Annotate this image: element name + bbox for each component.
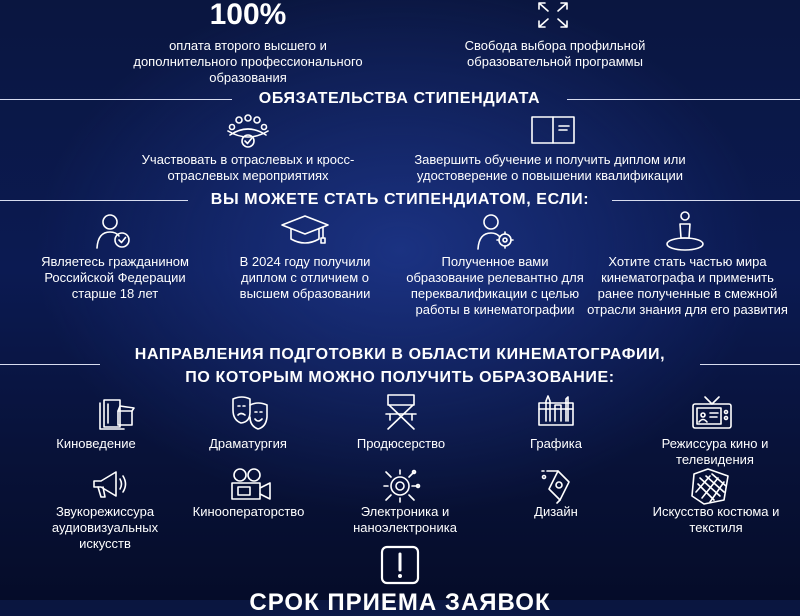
- theater-masks-icon: [230, 394, 270, 432]
- divider: [0, 99, 232, 100]
- eligibility-heading: ВЫ МОЖЕТЕ СТАТЬ СТИПЕНДИАТОМ, ЕСЛИ:: [210, 191, 590, 208]
- circuit-gear-icon: [380, 466, 422, 506]
- directions-heading-line1: НАПРАВЛЕНИЯ ПОДГОТОВКИ В ОБЛАСТИ КИНЕМАТОГРАФИИ,: [134, 346, 666, 363]
- expand-arrows-icon: [536, 0, 570, 30]
- deadline-heading: СРОК ПРИЕМА ЗАЯВОК: [249, 589, 551, 616]
- percent-value: 100%: [209, 0, 287, 31]
- direction-label: Искусство костюма и текстиля: [652, 504, 780, 535]
- divider: [567, 99, 800, 100]
- group-people-icon: [226, 113, 270, 149]
- direction-label: Кинооператорство: [192, 504, 305, 519]
- direction-label: Звукорежиссура аудиовизуальных искусств: [51, 504, 159, 551]
- eligibility-citizen-text: Являетесь гражданином Российской Федерации старше 18 лет: [41, 254, 189, 301]
- graphics-tools-icon: [536, 393, 576, 429]
- tv-icon: [690, 395, 734, 433]
- divider: [0, 364, 100, 365]
- benefit-payment-text: оплата второго высшего и дополнительного профессионального образования: [133, 38, 363, 85]
- divider: [700, 364, 800, 365]
- pen-nib-icon: [538, 467, 578, 505]
- person-gear-icon: [476, 211, 516, 251]
- film-book-icon: [96, 397, 136, 433]
- graduation-cap-icon: [280, 214, 330, 248]
- divider: [612, 200, 800, 201]
- direction-label: Киноведение: [56, 436, 136, 451]
- megaphone-icon: [90, 467, 130, 503]
- benefit-choice-text: Свобода выбора профильной образовательной программы: [464, 38, 646, 69]
- eligibility-cinema-text: Хотите стать частью мира кинематографа и применить ранее полученные в смежной отрасли знания для его развития: [587, 254, 788, 317]
- film-camera-icon: [228, 466, 274, 504]
- divider: [0, 200, 188, 201]
- direction-label: Продюсерство: [356, 436, 446, 451]
- direction-label: Драматургия: [209, 436, 287, 451]
- eligibility-relevant-text: Полученное вами образование релевантно для переквалификации с целью работы в кинематографии: [406, 254, 584, 317]
- direction-label: Режиссура кино и телевидения: [661, 436, 769, 467]
- directions-heading-line2: ПО КОТОРЫМ МОЖНО ПОЛУЧИТЬ ОБРАЗОВАНИЕ:: [185, 369, 615, 386]
- director-chair-icon: [382, 392, 420, 432]
- obligation-diploma-text: Завершить обучение и получить диплом или удостоверение о повышении квалификации: [414, 152, 686, 183]
- diploma-book-icon: [530, 114, 576, 146]
- textile-icon: [690, 466, 732, 506]
- direction-label: Дизайн: [534, 504, 578, 519]
- eligibility-diploma-text: В 2024 году получили диплом с отличием о высшем образовании: [239, 254, 371, 301]
- direction-label: Электроника и наноэлектроника: [353, 504, 457, 535]
- obligations-heading: ОБЯЗАТЕЛЬСТВА СТИПЕНДИАТА: [258, 90, 541, 107]
- obligation-events-text: Участвовать в отраслевых и кросс-отраслевых мероприятиях: [141, 152, 355, 183]
- person-spot-icon: [663, 210, 707, 252]
- citizen-check-icon: [95, 212, 133, 250]
- direction-label: Графика: [530, 436, 582, 451]
- exclamation-icon: [380, 545, 420, 585]
